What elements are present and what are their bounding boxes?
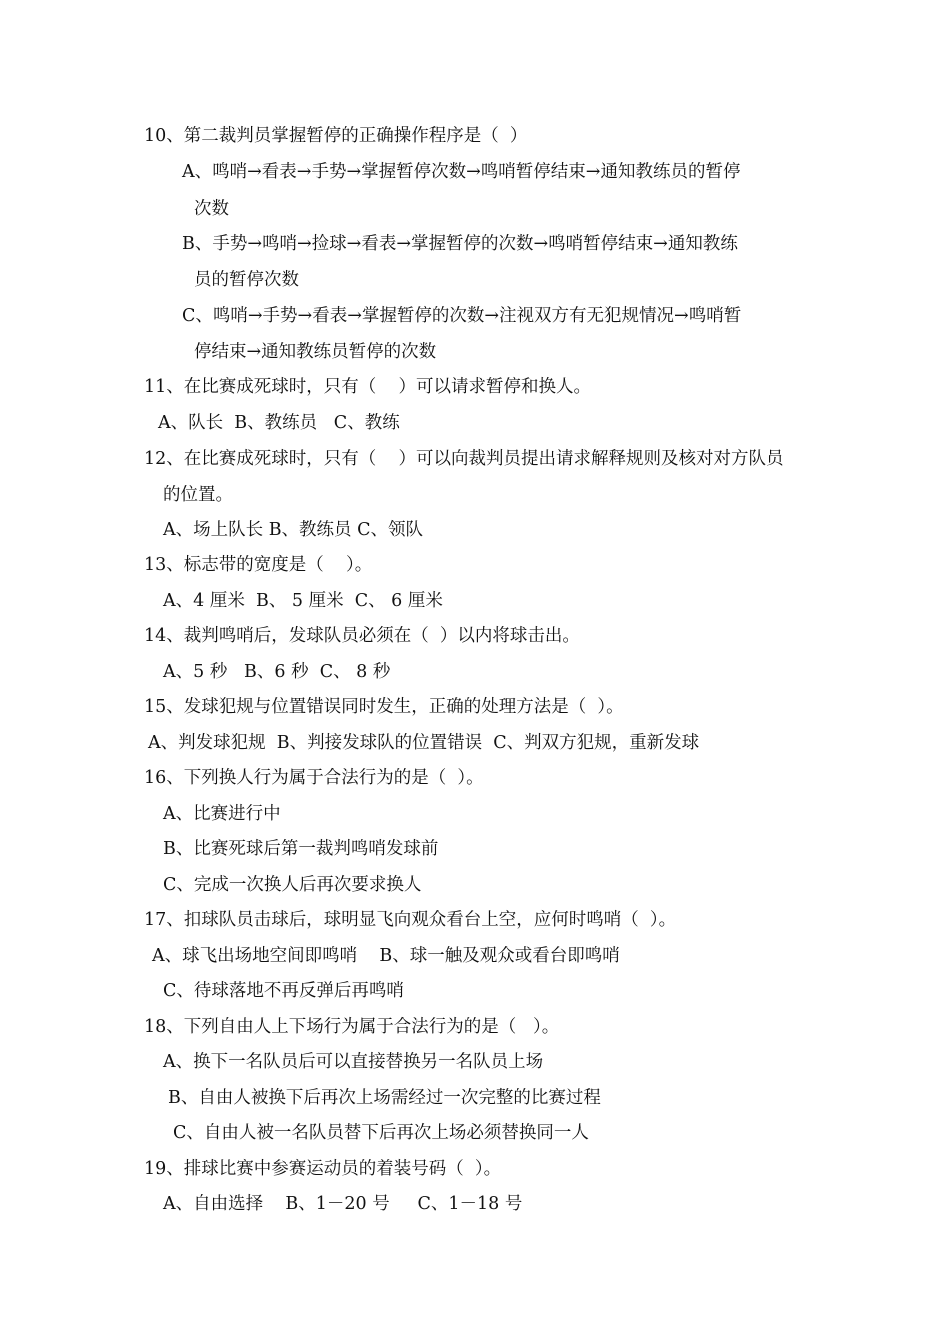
question-18-option-c: C、自由人被一名队员替下后再次上场必须替换同一人 xyxy=(173,1123,589,1143)
question-12-options: A、场上队长 B、教练员 C、领队 xyxy=(163,520,424,540)
question-11-stem: 11、在比赛成死球时，只有（ ）可以请求暂停和换人。 xyxy=(144,377,592,397)
question-14-stem: 14、裁判鸣哨后，发球队员必须在（ ）以内将球击出。 xyxy=(144,626,580,646)
question-16-option-a: A、比赛进行中 xyxy=(163,804,281,824)
question-14-options: A、5 秒 B、6 秒 C、 8 秒 xyxy=(163,662,391,682)
question-13-stem: 13、标志带的宽度是（ ）。 xyxy=(144,555,373,575)
question-18-option-b: B、自由人被换下后再次上场需经过一次完整的比赛过程 xyxy=(168,1088,601,1108)
question-18-stem: 18、下列自由人上下场行为属于合法行为的是（ ）。 xyxy=(144,1017,560,1037)
question-17-stem: 17、扣球队员击球后，球明显飞向观众看台上空，应何时鸣哨（ ）。 xyxy=(144,910,677,930)
question-18-option-a: A、换下一名队员后可以直接替换另一名队员上场 xyxy=(163,1052,544,1072)
question-16-option-b: B、比赛死球后第一裁判鸣哨发球前 xyxy=(163,839,439,859)
question-16-stem: 16、下列换人行为属于合法行为的是（ ）。 xyxy=(144,768,484,788)
question-15-stem: 15、发球犯规与位置错误同时发生，正确的处理方法是（ ）。 xyxy=(144,697,624,717)
question-15-options: A、判发球犯规 B、判接发球队的位置错误 C、判双方犯规，重新发球 xyxy=(148,733,700,753)
question-10-stem: 10、第二裁判员掌握暂停的正确操作程序是（ ） xyxy=(144,126,528,146)
question-19-stem: 19、排球比赛中参赛运动员的着装号码（ ）。 xyxy=(144,1159,502,1179)
question-10-option-c: C、鸣哨→手势→看表→掌握暂停的次数→注视双方有无犯规情况→鸣哨暂 xyxy=(182,306,742,326)
question-17-options-ab: A、球飞出场地空间即鸣哨 B、球一触及观众或看台即鸣哨 xyxy=(152,946,620,966)
question-13-options: A、4 厘米 B、 5 厘米 C、 6 厘米 xyxy=(163,591,443,611)
question-10-option-b-cont: 员的暂停次数 xyxy=(194,270,299,290)
question-10-option-a: A、鸣哨→看表→手势→掌握暂停次数→鸣哨暂停结束→通知教练员的暂停 xyxy=(182,162,741,182)
question-19-options: A、自由选择 B、1－20 号 C、1－18 号 xyxy=(163,1194,523,1214)
question-11-options: A、队长 B、教练员 C、教练 xyxy=(158,413,400,433)
question-17-option-c: C、待球落地不再反弹后再鸣哨 xyxy=(163,981,404,1001)
question-12-stem: 12、在比赛成死球时，只有（ ）可以向裁判员提出请求解释规则及核对对方队员 xyxy=(144,449,784,469)
question-12-stem-cont: 的位置。 xyxy=(163,485,233,505)
question-10-option-b: B、手势→鸣哨→捡球→看表→掌握暂停的次数→鸣哨暂停结束→通知教练 xyxy=(182,234,738,254)
question-10-option-c-cont: 停结束→通知教练员暂停的次数 xyxy=(194,342,437,362)
question-16-option-c: C、完成一次换人后再次要求换人 xyxy=(163,875,422,895)
question-10-option-a-cont: 次数 xyxy=(194,199,229,219)
